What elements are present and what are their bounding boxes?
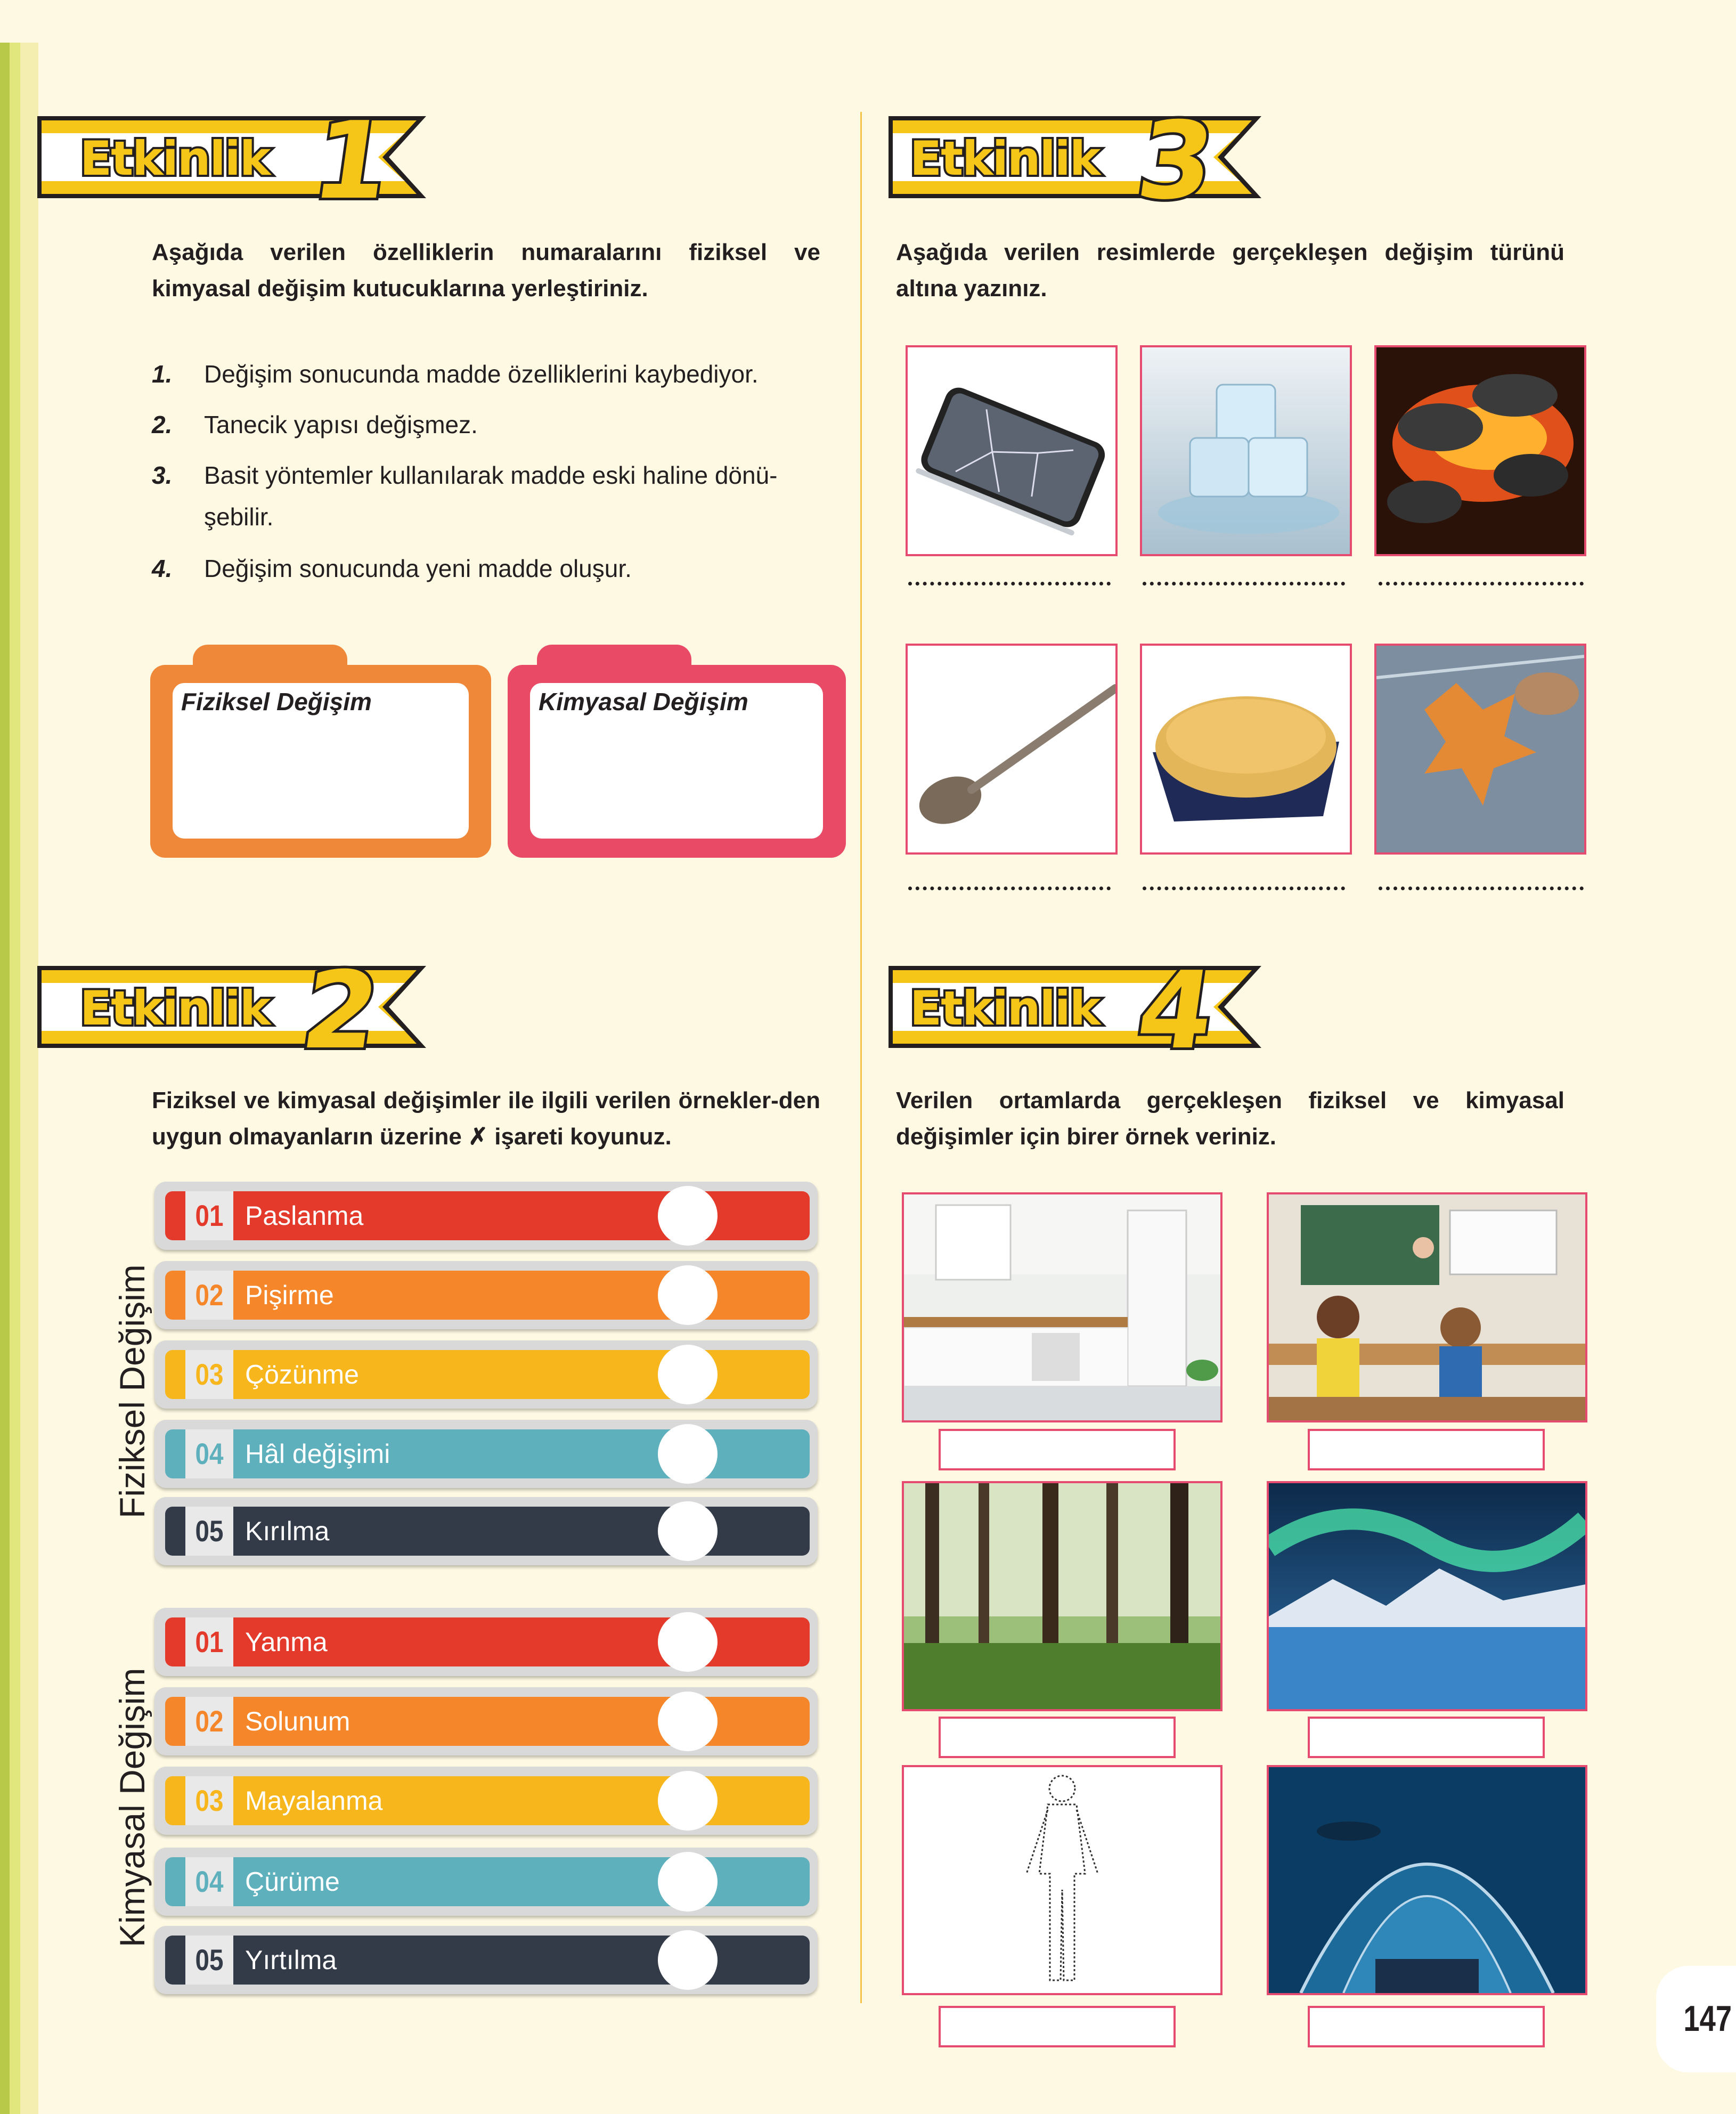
- list-item[interactable]: [154, 1608, 818, 1676]
- classroom-answer-box[interactable]: [1308, 1429, 1545, 1470]
- list-item-text: Basit yöntemler kullanılarak madde eski haline dönü-: [204, 461, 778, 489]
- burning-coals-image: [1374, 345, 1586, 556]
- mark-circle[interactable]: [658, 1501, 718, 1561]
- row-number: 05: [195, 1514, 224, 1548]
- list-item[interactable]: [154, 1420, 818, 1488]
- list-item-number: 4.: [152, 555, 173, 582]
- list-item-text: Değişim sonucunda yeni madde oluşur.: [204, 555, 632, 582]
- list-item[interactable]: [154, 1340, 818, 1409]
- human-body-answer-box[interactable]: [939, 2006, 1176, 2047]
- etkinlik-3-banner: [889, 99, 1267, 223]
- list-item[interactable]: [154, 1926, 818, 1994]
- page-number: 147: [1683, 1998, 1732, 2039]
- mark-circle[interactable]: [658, 1345, 718, 1404]
- row-label: Mayalanma: [245, 1786, 383, 1816]
- etkinlik-3-word: Etkinlik: [910, 131, 1100, 186]
- page-number-tab: [1656, 1966, 1736, 2072]
- list-item-text: şebilir.: [204, 503, 274, 531]
- row-number: 01: [195, 1625, 224, 1658]
- list-item: [152, 554, 839, 586]
- fiziksel-label: Fiziksel Değişim: [181, 688, 372, 715]
- row-label: Solunum: [245, 1706, 351, 1736]
- etkinlik-4-word: Etkinlik: [910, 981, 1100, 1036]
- list-item-number: 2.: [152, 411, 173, 438]
- aquarium-tunnel-image: [1267, 1765, 1587, 1995]
- row-label: Çürüme: [245, 1867, 340, 1897]
- row-number: 04: [195, 1865, 224, 1898]
- mark-circle[interactable]: [658, 1186, 718, 1246]
- list-item: [152, 410, 839, 442]
- row-label: Kırılma: [245, 1516, 330, 1546]
- mark-circle[interactable]: [658, 1424, 718, 1484]
- northern-lights-answer-box[interactable]: [1308, 1717, 1545, 1758]
- row-label: Yanma: [245, 1627, 328, 1657]
- melting-ice-cubes-image: [1140, 345, 1352, 556]
- kitchen-answer-box[interactable]: [939, 1429, 1176, 1470]
- etkinlik-4-banner: [889, 949, 1267, 1073]
- list-item-text: Tanecik yapısı değişmez.: [204, 411, 478, 438]
- list-item[interactable]: [154, 1767, 818, 1835]
- rusty-spoon-image: [906, 644, 1118, 855]
- answer-line[interactable]: [1379, 580, 1584, 586]
- etkinlik-2-number: 2: [295, 949, 387, 1073]
- list-item: [152, 360, 839, 392]
- etkinlik-2-instruction: Fiziksel ve kimyasal değişimler ile ilgili verilen örnekler-den uygun olmayanların üzerine ✗ işareti koyunuz.: [152, 1087, 820, 1150]
- page-edge-stripe-dark: [0, 43, 10, 2114]
- aquarium-answer-box[interactable]: [1308, 2006, 1545, 2047]
- row-number: 02: [195, 1278, 224, 1312]
- list-item: [152, 461, 839, 493]
- mark-circle[interactable]: [658, 1265, 718, 1325]
- mark-circle[interactable]: [658, 1930, 718, 1990]
- list-item[interactable]: [154, 1848, 818, 1916]
- page-edge-stripe: [10, 43, 20, 2114]
- mark-circle[interactable]: [658, 1771, 718, 1831]
- row-number: 04: [195, 1437, 224, 1470]
- forest-image: [902, 1481, 1222, 1711]
- list-item-number: 1.: [152, 360, 173, 388]
- kimyasal-degisim-box: [508, 645, 846, 858]
- row-number: 01: [195, 1199, 224, 1232]
- answer-line[interactable]: [1379, 884, 1584, 890]
- etkinlik-1-banner: [37, 99, 431, 223]
- answer-line[interactable]: [1143, 580, 1345, 586]
- column-divider: [860, 112, 862, 2003]
- answer-line[interactable]: [1143, 884, 1345, 890]
- etkinlik-4-instruction: Verilen ortamlarda gerçekleşen fiziksel ve kimyasal değişimler için birer örnek veriniz.: [896, 1087, 1564, 1150]
- human-body-image: [902, 1765, 1222, 1995]
- answer-line[interactable]: [908, 580, 1111, 586]
- list-item-text: Değişim sonucunda madde özelliklerini kaybediyor.: [204, 360, 759, 388]
- answer-line[interactable]: [908, 884, 1111, 890]
- list-item-number: 3.: [152, 461, 173, 489]
- fiziksel-degisim-box: [150, 645, 491, 858]
- kitchen-image: [902, 1192, 1222, 1422]
- etkinlik-1-number: 1: [305, 99, 397, 223]
- row-label: Pişirme: [245, 1280, 334, 1310]
- row-number: 03: [195, 1357, 224, 1391]
- etkinlik-3-instruction: Aşağıda verilen resimlerde gerçekleşen değişim türünü altına yazınız.: [896, 239, 1564, 302]
- etkinlik-2-word: Etkinlik: [80, 981, 270, 1036]
- etkinlik-2-banner: [37, 949, 431, 1073]
- row-label: Çözünme: [245, 1360, 359, 1389]
- row-label: Yırtılma: [245, 1945, 337, 1975]
- fiziksel-group-title: Fiziksel Değişim: [112, 1264, 152, 1518]
- classroom-image: [1267, 1192, 1587, 1422]
- list-item[interactable]: [154, 1497, 818, 1565]
- list-item-continuation: [152, 502, 839, 534]
- etkinlik-4-number: 4: [1130, 949, 1222, 1073]
- row-number: 02: [195, 1704, 224, 1738]
- kimyasal-label: Kimyasal Değişim: [539, 688, 748, 715]
- etkinlik-3-number: 3: [1130, 99, 1222, 223]
- mark-circle[interactable]: [658, 1852, 718, 1912]
- list-item[interactable]: [154, 1687, 818, 1755]
- mark-circle[interactable]: [658, 1692, 718, 1751]
- properties-list: [152, 360, 839, 594]
- mark-circle[interactable]: [658, 1612, 718, 1672]
- list-item[interactable]: [154, 1182, 818, 1250]
- etkinlik-1-word: Etkinlik: [80, 131, 270, 186]
- row-label: Hâl değişimi: [245, 1439, 390, 1469]
- row-number: 05: [195, 1943, 224, 1977]
- frozen-leaf-image: [1374, 644, 1586, 855]
- row-label: Paslanma: [245, 1201, 364, 1231]
- forest-answer-box[interactable]: [939, 1717, 1176, 1758]
- cracked-phone-image: [906, 345, 1118, 556]
- northern-lights-lake-image: [1267, 1481, 1587, 1711]
- list-item[interactable]: [154, 1261, 818, 1329]
- kimyasal-group-title: Kimyasal Değişim: [112, 1668, 152, 1947]
- row-number: 03: [195, 1784, 224, 1817]
- baked-bread-image: [1140, 644, 1352, 855]
- etkinlik-1-instruction: Aşağıda verilen özelliklerin numaralarını fiziksel ve kimyasal değişim kutucuklarına yerleştiriniz.: [152, 239, 820, 302]
